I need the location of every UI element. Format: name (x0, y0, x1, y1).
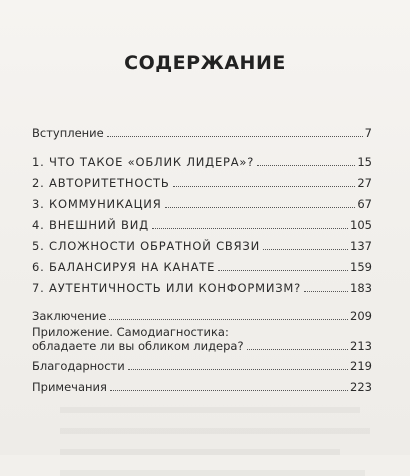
toc-entry-page: 7 (364, 126, 372, 140)
dot-leader (110, 389, 348, 391)
dot-leader (128, 368, 348, 370)
toc-entry-page: 223 (350, 380, 372, 394)
toc-entry-label-line-2: обладаете ли вы обликом лидера? (32, 339, 244, 353)
toc-entry-appendix (32, 325, 372, 353)
toc-entry-introduction (32, 126, 372, 140)
toc-entry-page: 183 (350, 281, 372, 295)
reverse-page-show-through (60, 392, 390, 476)
dot-leader (173, 185, 356, 187)
toc-entry-page: 209 (350, 309, 372, 323)
toc-entry-chapter-3 (32, 197, 372, 211)
toc-entry-label: 7. АУТЕНТИЧНОСТЬ ИЛИ КОНФОРМИЗМ? (32, 281, 302, 295)
toc-entry-label: Благодарности (32, 359, 125, 373)
toc-entry-page: 137 (350, 239, 372, 253)
toc-entry-chapter-5 (32, 239, 372, 253)
dot-leader (263, 248, 348, 250)
toc-entry-chapter-6 (32, 260, 372, 274)
toc-entry-chapter-1 (32, 155, 372, 169)
toc-entry-label: 6. БАЛАНСИРУЯ НА КАНАТЕ (32, 260, 216, 274)
toc-entry-label: 1. ЧТО ТАКОЕ «ОБЛИК ЛИДЕРА»? (32, 155, 255, 169)
toc-entry-page: 159 (350, 260, 372, 274)
toc-entry-label: 3. КОММУНИКАЦИЯ (32, 197, 162, 211)
toc-entry-chapter-2 (32, 176, 372, 190)
dot-leader (107, 135, 363, 137)
toc-entry-page: 67 (357, 197, 372, 211)
toc-entry-label: 4. ВНЕШНИЙ ВИД (32, 218, 149, 232)
dot-leader (257, 164, 355, 166)
toc-entry-page: 213 (350, 339, 372, 353)
toc-entry-chapter-7 (32, 281, 372, 295)
toc-entry-label: Вступление (32, 126, 104, 140)
toc-entry-conclusion (32, 309, 372, 323)
dot-leader (152, 227, 348, 229)
toc-entry-page: 27 (357, 176, 372, 190)
page-title: СОДЕРЖАНИЕ (124, 52, 286, 74)
toc-entry-acknowledgements (32, 359, 372, 373)
toc-entry-label: 2. АВТОРИТЕТНОСТЬ (32, 176, 170, 190)
dot-leader (247, 348, 348, 350)
dot-leader (165, 206, 356, 208)
toc-entry-label-line-1: Приложение. Самодиагностика: (32, 325, 229, 339)
toc-entry-label: Заключение (32, 309, 107, 323)
toc-entry-label: Примечания (32, 380, 107, 394)
toc-entry-chapter-4 (32, 218, 372, 232)
toc-entry-page: 105 (350, 218, 372, 232)
toc-entry-appendix-row (32, 339, 372, 353)
toc-entry-label: 5. СЛОЖНОСТИ ОБРАТНОЙ СВЯЗИ (32, 239, 260, 253)
dot-leader (109, 318, 348, 320)
toc-entry-page: 219 (350, 359, 372, 373)
dot-leader (304, 290, 348, 292)
dot-leader (218, 269, 348, 271)
toc-entry-page: 15 (357, 155, 372, 169)
